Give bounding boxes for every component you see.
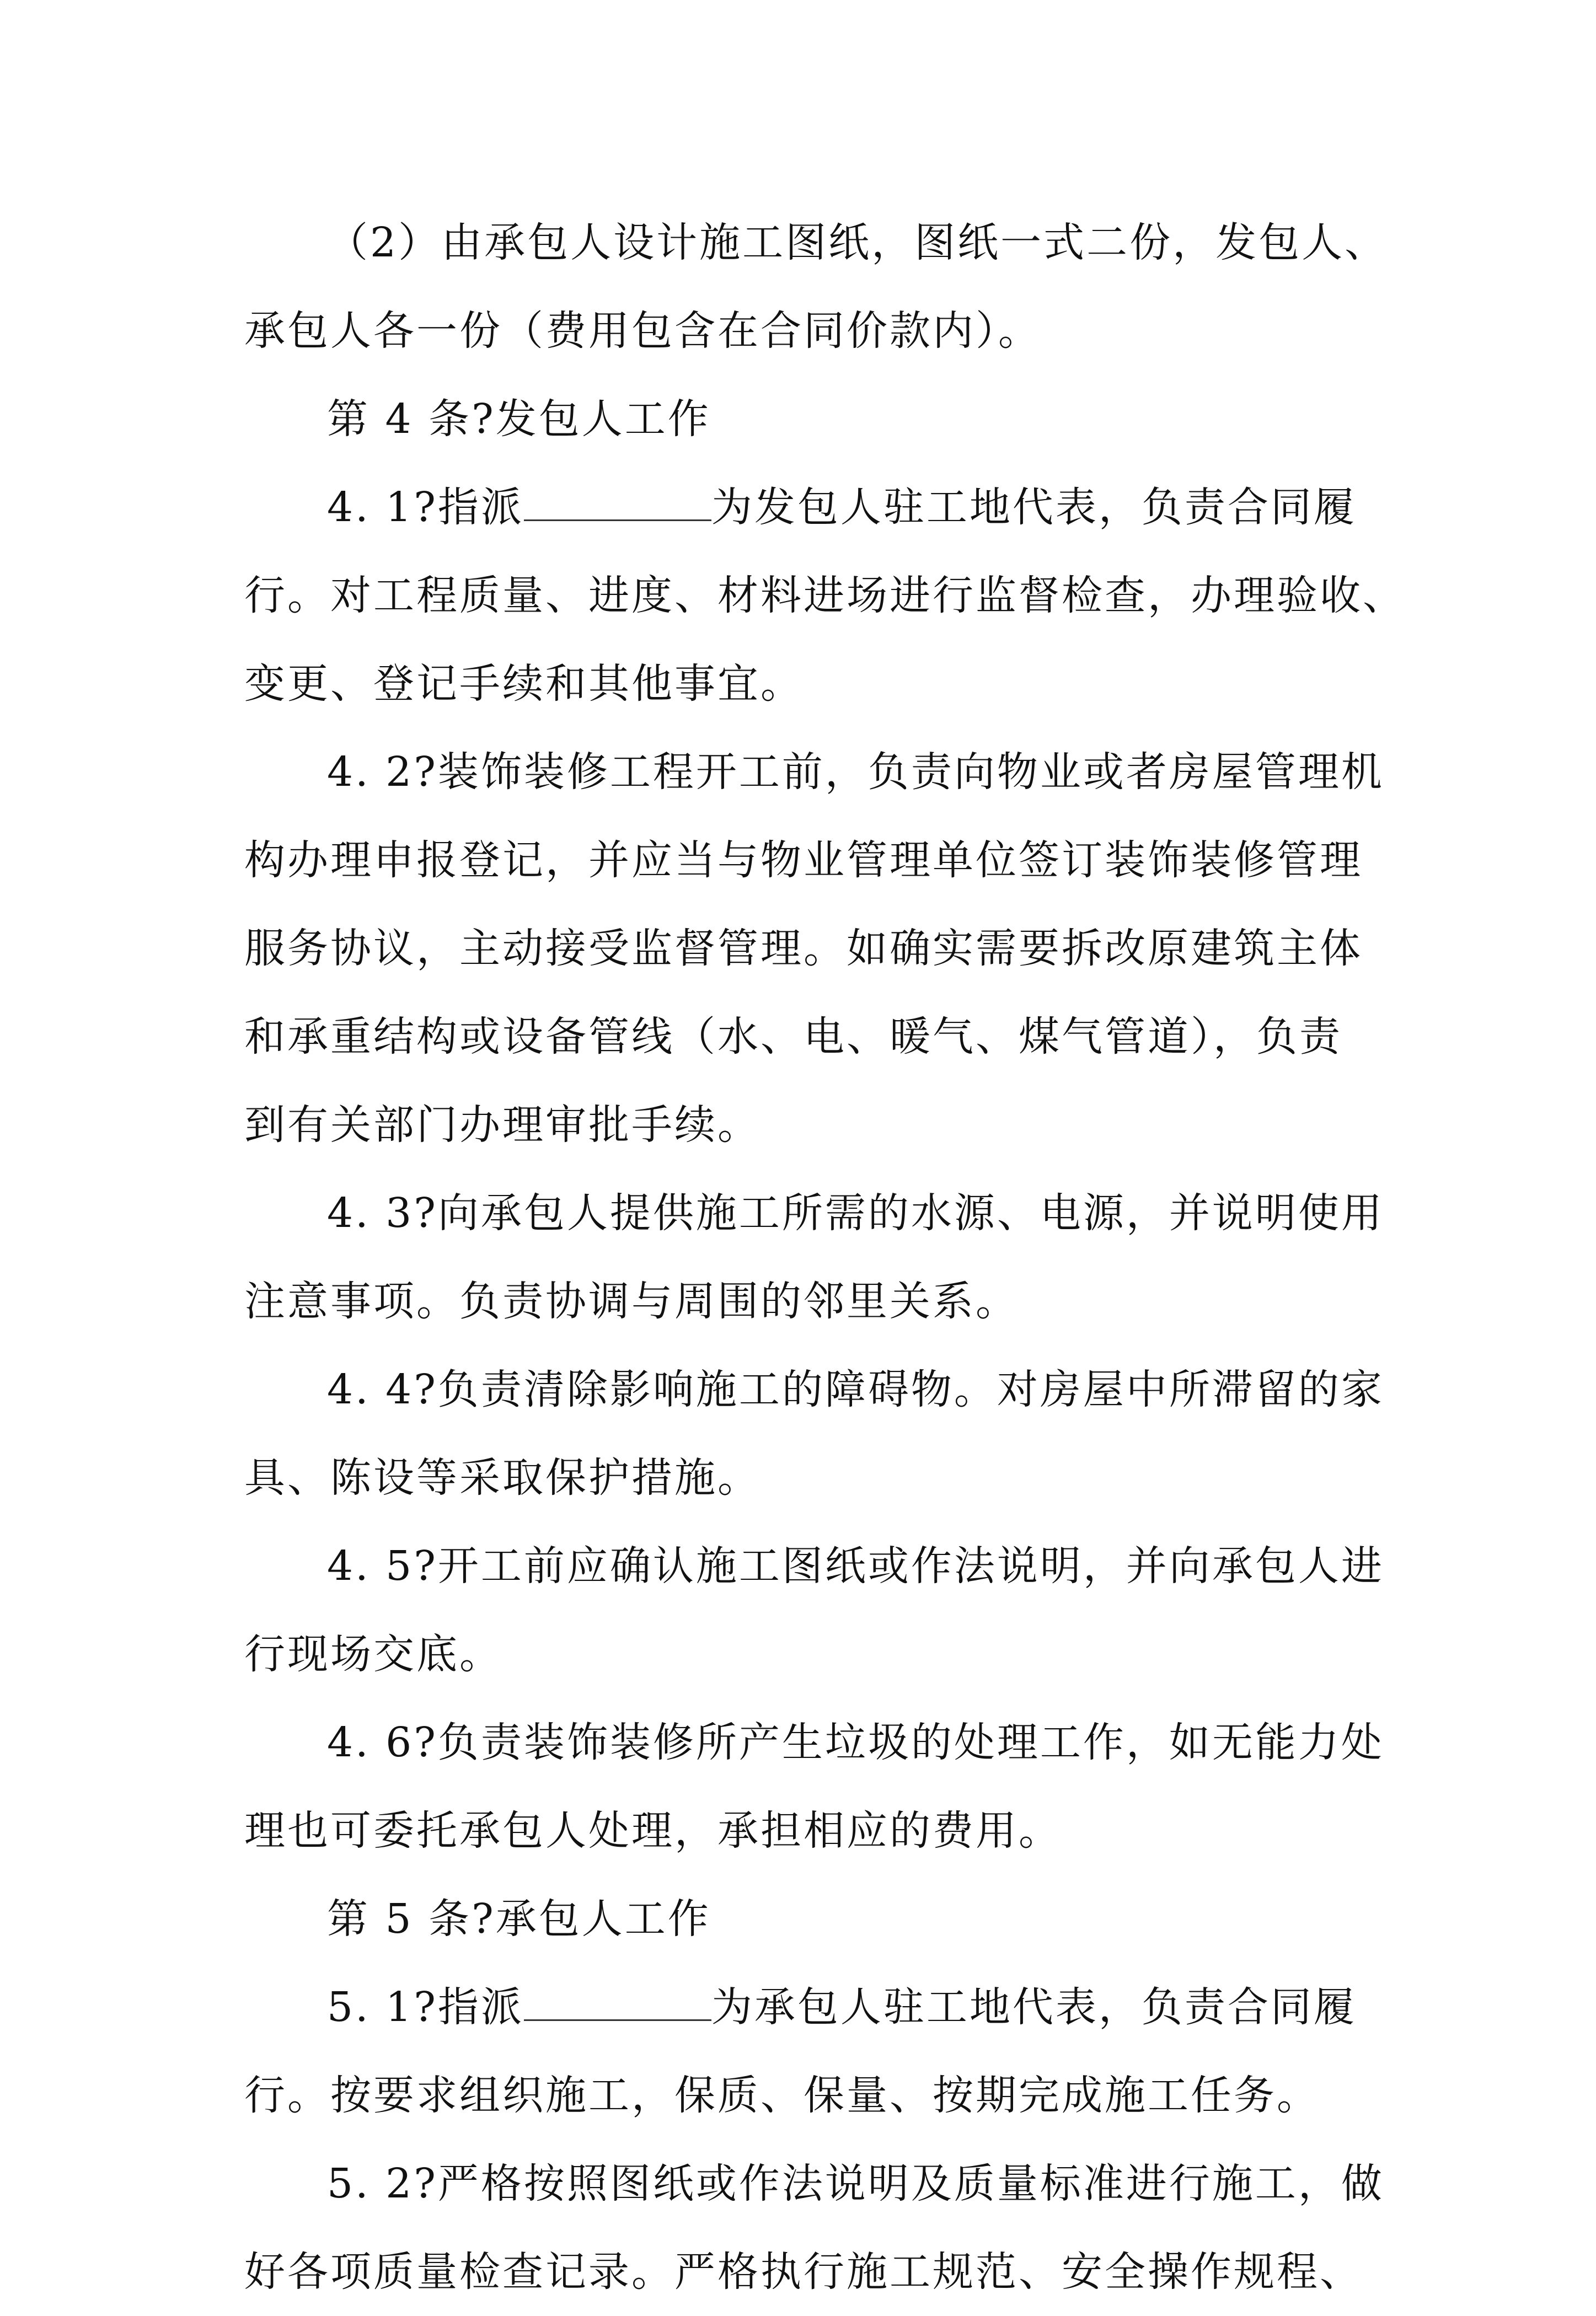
text-line: 到有关部门办理审批手续。 [244, 1101, 760, 1149]
text-line: 4. 6?负责装饰装修所产生垃圾的处理工作，如无能力处 [327, 1719, 1384, 1766]
document-body [244, 199, 1406, 2316]
representative-blank [524, 1986, 711, 2021]
text-line: 服务协议，主动接受监督管理。如确实需要拆改原建筑主体 [244, 925, 1363, 972]
text-line: 4. 5?开工前应确认施工图纸或作法说明，并向承包人进 [327, 1542, 1384, 1590]
text-line: 理也可委托承包人处理，承担相应的费用。 [244, 1807, 1062, 1854]
text-line: 好各项质量检查记录。严格执行施工规范、安全操作规程、 [244, 2248, 1363, 2296]
text-line: 4. 3?向承包人提供施工所需的水源、电源，并说明使用 [327, 1189, 1384, 1237]
article-heading: 第 4 条?发包人工作 [327, 395, 711, 443]
text-line [244, 1963, 1369, 2051]
clause-text: 为承包人驻工地代表，负责合同履 [711, 1983, 1357, 2031]
text-line: 行。按要求组织施工，保质、保量、按期完成施工任务。 [244, 2072, 1320, 2119]
text-line: 行。对工程质量、进度、材料进场进行监督检查，办理验收、 [244, 572, 1406, 619]
text-line: 5. 2?严格按照图纸或作法说明及质量标准进行施工，做 [327, 2160, 1384, 2207]
text-line [244, 463, 1369, 551]
representative-blank [524, 486, 711, 521]
clause-text: 为发包人驻工地代表，负责合同履 [711, 484, 1357, 531]
clause-label: 5. 1?指派 [327, 1983, 524, 2031]
text-line: 和承重结构或设备管线（水、电、暖气、煤气管道），负责 [244, 1013, 1342, 1060]
clause-label: 4. 1?指派 [327, 484, 524, 531]
text-line: 具、陈设等采取保护措施。 [244, 1454, 760, 1502]
text-line: 变更、登记手续和其他事宜。 [244, 660, 804, 707]
text-line: （2）由承包人设计施工图纸，图纸一式二份，发包人、 [327, 219, 1388, 266]
text-line: 4. 4?负责清除影响施工的障碍物。对房屋中所滞留的家 [327, 1366, 1384, 1413]
text-line: 注意事项。负责协调与周围的邻里关系。 [244, 1278, 1019, 1325]
article-heading: 第 5 条?承包人工作 [327, 1895, 711, 1943]
text-line: 构办理申报登记，并应当与物业管理单位签订装饰装修管理 [244, 837, 1363, 884]
text-line: 承包人各一份（费用包含在合同价款内）。 [244, 307, 1041, 355]
text-line: 行现场交底。 [244, 1631, 502, 1678]
text-line: 4. 2?装饰装修工程开工前，负责向物业或者房屋管理机 [327, 748, 1384, 796]
